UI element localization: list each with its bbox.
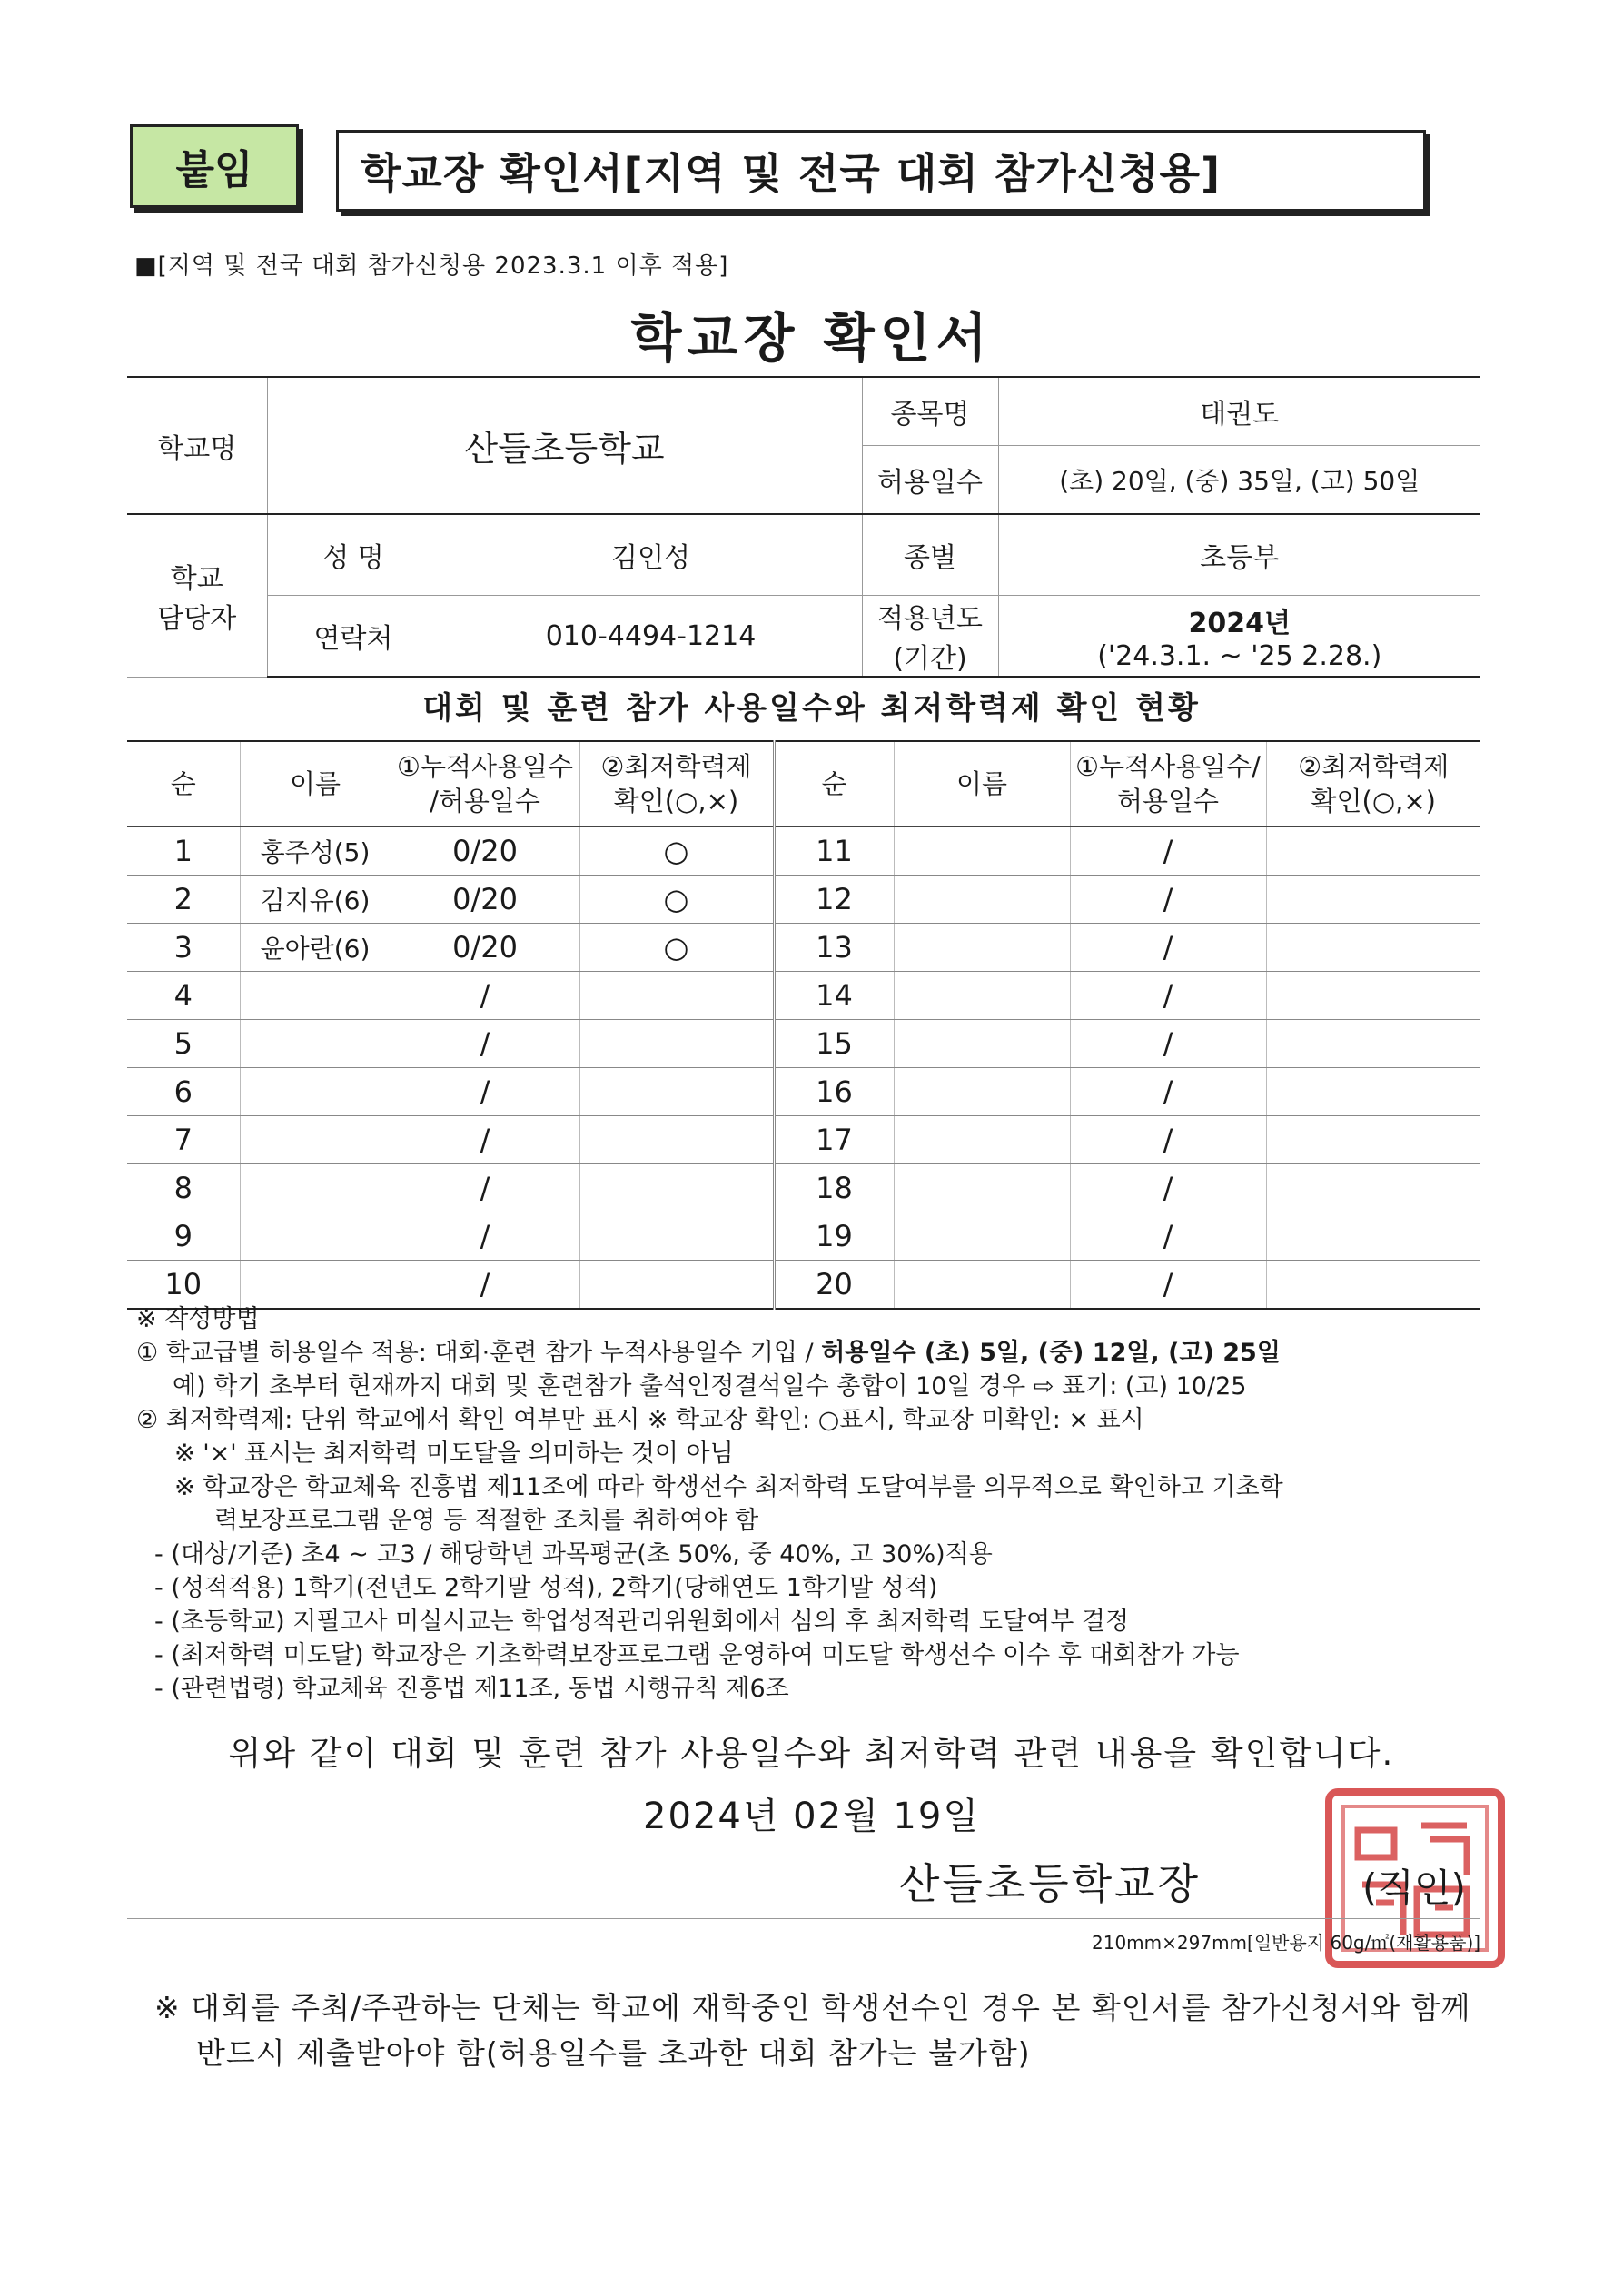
form-title-box: 학교장 확인서[지역 및 전국 대회 참가신청용] bbox=[336, 130, 1426, 212]
roster-section-title: 대회 및 훈련 참가 사용일수와 최저학력제 확인 현황 bbox=[422, 690, 1201, 727]
min-achievement-check bbox=[1266, 826, 1480, 876]
header-check-line2: 확인(○,×) bbox=[613, 786, 739, 816]
min-achievement-check bbox=[1266, 1164, 1480, 1212]
row-number: 13 bbox=[774, 924, 894, 972]
note-1 bbox=[136, 1336, 1489, 1370]
sport-label: 종목명 bbox=[862, 377, 998, 446]
notes-heading: ※ 작성방법 bbox=[136, 1305, 260, 1333]
used-days: / bbox=[1070, 876, 1266, 924]
student-name bbox=[894, 972, 1070, 1020]
used-days: / bbox=[1070, 1020, 1266, 1068]
table-row bbox=[127, 924, 1480, 972]
student-name bbox=[240, 1116, 391, 1164]
used-days: / bbox=[1070, 924, 1266, 972]
year-label-line2: (기간) bbox=[893, 643, 967, 675]
min-achievement-check bbox=[579, 972, 774, 1020]
note-dash-1: - (대상/기준) 초4 ~ 고3 / 해당학년 과목평균(초 50%, 중 40%, 고 30%)적용 bbox=[154, 1540, 993, 1569]
student-name bbox=[894, 1020, 1070, 1068]
header-days-line2: /허용일수 bbox=[430, 786, 540, 816]
header-name-right: 이름 bbox=[894, 741, 1070, 826]
min-achievement-check: ○ bbox=[579, 826, 774, 876]
school-name-label: 학교명 bbox=[127, 377, 267, 514]
name-label: 성 명 bbox=[267, 514, 440, 596]
header-days bbox=[391, 741, 579, 826]
contact-value: 010-4494-1214 bbox=[440, 596, 862, 678]
student-name bbox=[894, 924, 1070, 972]
student-name bbox=[894, 1068, 1070, 1116]
used-days: / bbox=[1070, 1164, 1266, 1212]
year-label bbox=[862, 596, 998, 678]
header-days-right bbox=[1070, 741, 1266, 826]
allowed-days-label: 허용일수 bbox=[862, 446, 998, 515]
student-name bbox=[240, 1068, 391, 1116]
min-achievement-check bbox=[1266, 1261, 1480, 1310]
note-2-sub2a: ※ 학교장은 학교체육 진흥법 제11조에 따라 학생선수 최저학력 도달여부를 의무적으로 확인하고 기초학 bbox=[174, 1473, 1283, 1501]
applicability-note: ■[지역 및 전국 대회 참가신청용 2023.3.1 이후 적용] bbox=[134, 252, 729, 280]
row-number: 20 bbox=[774, 1261, 894, 1310]
student-name: 홍주성(5) bbox=[240, 826, 391, 876]
used-days: / bbox=[391, 1116, 579, 1164]
min-achievement-check bbox=[579, 1116, 774, 1164]
footnote-line1: ※ 대회를 주최/주관하는 단체는 학교에 재학중인 학생선수인 경우 본 확인서를 참가신청서와 함께 bbox=[154, 1990, 1471, 2025]
min-achievement-check bbox=[1266, 972, 1480, 1020]
header-days-right-line2: 허용일수 bbox=[1116, 786, 1220, 816]
used-days: / bbox=[391, 1261, 579, 1310]
name-value: 김인성 bbox=[440, 514, 862, 596]
header-name: 이름 bbox=[240, 741, 391, 826]
row-number: 7 bbox=[127, 1116, 240, 1164]
note-dash-3: - (초등학교) 지필고사 미실시교는 학업성적관리위원회에서 심의 후 최저학력 도달여부 결정 bbox=[154, 1608, 1130, 1636]
student-name: 윤아란(6) bbox=[240, 924, 391, 972]
note-2: ② 최저학력제: 단위 학교에서 확인 여부만 표시 ※ 학교장 확인: ○표시, 학교장 미확인: × 표시 bbox=[136, 1406, 1144, 1434]
row-number: 18 bbox=[774, 1164, 894, 1212]
header-days-line1: ①누적사용일수 bbox=[396, 751, 574, 782]
row-number: 1 bbox=[127, 826, 240, 876]
min-achievement-check bbox=[1266, 1116, 1480, 1164]
allowed-days-value: (초) 20일, (중) 35일, (고) 50일 bbox=[998, 446, 1480, 515]
table-row bbox=[127, 1164, 1480, 1212]
header-check-right-line2: 확인(○,×) bbox=[1311, 786, 1436, 816]
row-number: 15 bbox=[774, 1020, 894, 1068]
min-achievement-check bbox=[579, 1212, 774, 1261]
min-achievement-check bbox=[1266, 1020, 1480, 1068]
student-name: 김지유(6) bbox=[240, 876, 391, 924]
row-number: 19 bbox=[774, 1212, 894, 1261]
year-value-line1: 2024년 bbox=[1188, 607, 1291, 639]
table-row bbox=[127, 1020, 1480, 1068]
year-value-line2: ('24.3.1. ~ '25 2.28.) bbox=[1097, 639, 1382, 672]
student-name bbox=[240, 1212, 391, 1261]
used-days: 0/20 bbox=[391, 826, 579, 876]
student-name bbox=[894, 876, 1070, 924]
row-number: 3 bbox=[127, 924, 240, 972]
row-number: 11 bbox=[774, 826, 894, 876]
used-days: / bbox=[391, 1068, 579, 1116]
used-days: / bbox=[1070, 1068, 1266, 1116]
note-2-sub2b: 력보장프로그램 운영 등 적절한 조치를 취하여야 함 bbox=[214, 1507, 759, 1535]
table-row bbox=[127, 826, 1480, 876]
student-name bbox=[240, 1261, 391, 1310]
used-days: / bbox=[391, 1164, 579, 1212]
header-check-line1: ②최저학력제 bbox=[600, 751, 752, 782]
table-row bbox=[127, 1116, 1480, 1164]
note-dash-5: - (관련법령) 학교체육 진흥법 제11조, 동법 시행규칙 제6조 bbox=[154, 1675, 789, 1703]
note-1-example: 예) 학기 초부터 현재까지 대회 및 훈련참가 출석인정결석일수 총합이 10일 경우 ⇨ 표기: (고) 10/25 bbox=[173, 1372, 1247, 1400]
row-number: 5 bbox=[127, 1020, 240, 1068]
student-name bbox=[894, 1164, 1070, 1212]
school-info-table bbox=[127, 376, 1480, 678]
used-days: 0/20 bbox=[391, 924, 579, 972]
year-label-line1: 적용년도 bbox=[877, 603, 983, 635]
contact-label: 연락처 bbox=[267, 596, 440, 678]
min-achievement-check bbox=[579, 1068, 774, 1116]
document-title: 학교장 확인서 bbox=[630, 307, 993, 369]
manager-label-line1: 학교 bbox=[170, 562, 223, 595]
row-number: 10 bbox=[127, 1261, 240, 1310]
row-number: 2 bbox=[127, 876, 240, 924]
min-achievement-check bbox=[579, 1164, 774, 1212]
used-days: / bbox=[391, 972, 579, 1020]
used-days: / bbox=[1070, 972, 1266, 1020]
header-check bbox=[579, 741, 774, 826]
division-label: 종별 bbox=[862, 514, 998, 596]
student-name bbox=[894, 826, 1070, 876]
principal-title: 산들초등학교장 bbox=[899, 1859, 1202, 1908]
submission-footnote bbox=[154, 1985, 1470, 2076]
row-number: 9 bbox=[127, 1212, 240, 1261]
note-dash-2: - (성적적용) 1학기(전년도 2학기말 성적), 2학기(당해연도 1학기말 성적) bbox=[154, 1574, 938, 1602]
min-achievement-check bbox=[579, 1261, 774, 1310]
manager-label-line2: 담당자 bbox=[157, 602, 237, 635]
used-days: / bbox=[391, 1212, 579, 1261]
student-name bbox=[240, 1164, 391, 1212]
row-number: 14 bbox=[774, 972, 894, 1020]
table-row bbox=[127, 1261, 1480, 1310]
row-number: 16 bbox=[774, 1068, 894, 1116]
min-achievement-check: ○ bbox=[579, 924, 774, 972]
used-days: / bbox=[391, 1020, 579, 1068]
used-days: / bbox=[1070, 1212, 1266, 1261]
header-no-right: 순 bbox=[774, 741, 894, 826]
used-days: / bbox=[1070, 1116, 1266, 1164]
min-achievement-check bbox=[1266, 876, 1480, 924]
sport-value: 태권도 bbox=[998, 377, 1480, 446]
table-row bbox=[127, 1068, 1480, 1116]
note-1-bold: 허용일수 (초) 5일, (중) 12일, (고) 25일 bbox=[821, 1339, 1281, 1367]
note-dash-4: - (최저학력 미도달) 학교장은 기초학력보장프로그램 운영하여 미도달 학생선수 이수 후 대회참가 가능 bbox=[154, 1641, 1240, 1669]
header-check-right bbox=[1266, 741, 1480, 826]
division-value: 초등부 bbox=[998, 514, 1480, 596]
note-2-sub1: ※ '×' 표시는 최저학력 미도달을 의미하는 것이 아님 bbox=[174, 1440, 734, 1468]
writing-instructions bbox=[136, 1302, 1489, 1706]
table-row bbox=[127, 972, 1480, 1020]
used-days: 0/20 bbox=[391, 876, 579, 924]
paper-spec: 210mm×297mm[일반용지 60g/㎡(재활용품)] bbox=[1092, 1932, 1481, 1954]
min-achievement-check bbox=[1266, 1212, 1480, 1261]
row-number: 8 bbox=[127, 1164, 240, 1212]
student-name bbox=[894, 1212, 1070, 1261]
confirmation-statement: 위와 같이 대회 및 훈련 참가 사용일수와 최저학력 관련 내용을 확인합니다. bbox=[228, 1734, 1395, 1773]
table-row bbox=[127, 1212, 1480, 1261]
row-number: 12 bbox=[774, 876, 894, 924]
seal-label: (직인) bbox=[1362, 1866, 1466, 1910]
row-number: 6 bbox=[127, 1068, 240, 1116]
roster-table bbox=[127, 740, 1480, 1310]
table-row bbox=[127, 876, 1480, 924]
header-check-right-line1: ②최저학력제 bbox=[1298, 751, 1450, 782]
student-name bbox=[240, 972, 391, 1020]
min-achievement-check bbox=[579, 1020, 774, 1068]
header-no: 순 bbox=[127, 741, 240, 826]
confirmation-date: 2024년 02월 19일 bbox=[643, 1796, 980, 1837]
header-days-right-line1: ①누적사용일수/ bbox=[1075, 751, 1261, 782]
min-achievement-check bbox=[1266, 924, 1480, 972]
note-1-text: ① 학교급별 허용일수 적용: 대회·훈련 참가 누적사용일수 기입 / bbox=[136, 1339, 822, 1367]
student-name bbox=[240, 1020, 391, 1068]
attachment-badge: 붙임 bbox=[130, 124, 299, 208]
footer-divider bbox=[127, 1918, 1480, 1919]
footnote-line2: 반드시 제출받아야 함(허용일수를 초과한 대회 참가는 불가함) bbox=[196, 2035, 1031, 2071]
used-days: / bbox=[1070, 826, 1266, 876]
year-value bbox=[998, 596, 1480, 678]
min-achievement-check bbox=[1266, 1068, 1480, 1116]
row-number: 4 bbox=[127, 972, 240, 1020]
manager-label bbox=[127, 514, 267, 677]
student-name bbox=[894, 1261, 1070, 1310]
roster-body bbox=[127, 826, 1480, 1309]
min-achievement-check: ○ bbox=[579, 876, 774, 924]
school-name-value: 산들초등학교 bbox=[267, 377, 862, 514]
student-name bbox=[894, 1116, 1070, 1164]
used-days: / bbox=[1070, 1261, 1266, 1310]
row-number: 17 bbox=[774, 1116, 894, 1164]
